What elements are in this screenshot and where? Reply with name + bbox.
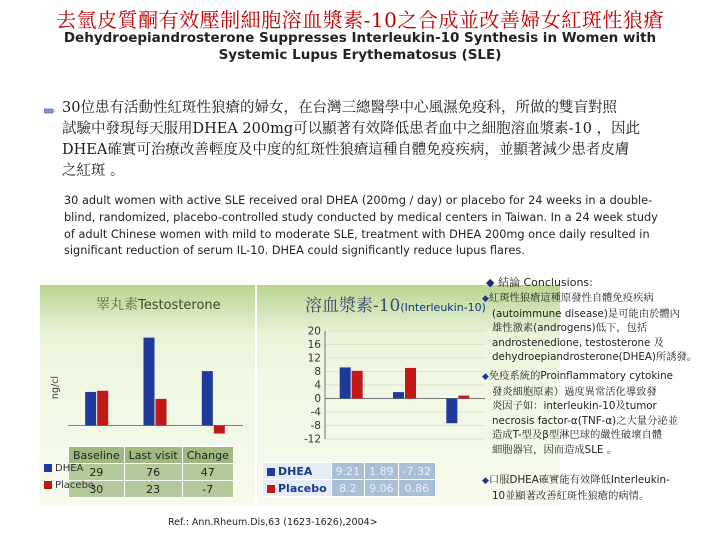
- bar-placebo: [156, 399, 167, 426]
- conclusion-text: 紅斑性狼瘡這種原發性自體免疫疾病: [488, 292, 654, 304]
- y-tick-label: -12: [303, 433, 321, 445]
- conclusion-line: 炎因子如：interleukin-10及tumor: [492, 400, 657, 412]
- table-cell: -7.32: [398, 463, 435, 480]
- table-row: [69, 464, 234, 481]
- legend-label: DHEA: [55, 463, 84, 474]
- table-cell: -7: [182, 481, 233, 498]
- testosterone-title-en: Testosterone: [138, 298, 221, 313]
- series-name: DHEA: [278, 464, 313, 478]
- bar-dhea: [144, 338, 155, 426]
- conclusion-line: androstenedione, testosterone 及: [492, 336, 664, 349]
- conclusion-item-2: [482, 369, 718, 457]
- il10-title-zh: 溶血漿素-10: [305, 296, 401, 316]
- title-english: [30, 30, 690, 64]
- diamond-bullet-icon: ◆: [482, 476, 489, 486]
- il10-data-table: [262, 462, 436, 497]
- title-english-line-1: Dehydroepiandrosterone Suppresses Interleukin-10 Synthesis in Women with: [63, 30, 657, 46]
- bar-placebo: [405, 368, 416, 399]
- testosterone-bar-chart: [40, 325, 255, 445]
- il10-title-en: (Interleukin-10): [400, 301, 486, 314]
- conclusion-line: dehydroepiandrosterone(DHEA)所誘發。: [492, 351, 698, 363]
- testosterone-chart-title: [96, 294, 221, 314]
- diamond-bullet-icon: ◆: [482, 372, 489, 382]
- table-cell: 23: [124, 481, 182, 498]
- y-tick-label: -4: [310, 406, 321, 419]
- table-cell: 9.06: [365, 480, 399, 497]
- table-cell: 29: [69, 464, 125, 481]
- table-header-row: [69, 447, 234, 464]
- pen-bullet-icon: [44, 106, 56, 116]
- conclusion-line: (autoimmune disease)是可能由於體內: [492, 307, 680, 320]
- dhea-swatch: [267, 468, 275, 476]
- y-tick-label: 12: [307, 352, 321, 365]
- table-cell: 0.86: [398, 480, 435, 497]
- english-summary-line: blind, randomized, placebo-controlled study conducted by medical centers in Taiwan. In a 24 week study: [64, 210, 658, 224]
- bar-dhea: [446, 399, 457, 424]
- bar-dhea: [393, 392, 404, 398]
- diamond-bullet-icon: ◆: [482, 294, 489, 304]
- table-row: [263, 480, 436, 497]
- y-tick-label: 8: [314, 366, 321, 378]
- series-name: Placebo: [278, 481, 327, 495]
- y-tick-label: 20: [307, 325, 321, 338]
- table-cell: 1.89: [365, 463, 399, 480]
- diamond-icon: ◆: [486, 276, 495, 289]
- dhea-swatch: [44, 464, 52, 472]
- placebo-swatch: [44, 481, 52, 489]
- table-cell: 9.21: [331, 463, 365, 480]
- chinese-summary-line: 30位患有活動性紅斑性狼瘡的婦女，在台灣三總醫學中心風濕免疫科，所做的雙盲對照: [62, 100, 617, 116]
- series-name-cell: [263, 463, 332, 480]
- y-tick-label: 0: [314, 393, 321, 405]
- title-english-line-2: Systemic Lupus Erythematosus (SLE): [218, 47, 502, 63]
- table-cell: 76: [124, 464, 182, 481]
- conclusion-text: 免疫系統的Proinflammatory cytokine: [488, 370, 674, 382]
- conclusions-heading: [486, 274, 593, 290]
- bar-placebo: [214, 425, 225, 433]
- english-summary-paragraph: [64, 193, 684, 260]
- conclusion-text: 口服DHEA確實能有效降低Interleukin-: [488, 474, 670, 486]
- english-summary-line: of adult Chinese women with mild to moderate SLE, treatment with DHEA 200mg once daily resulted in: [64, 227, 650, 241]
- conclusion-line: necrosis factor-α(TNF-α)之大量分泌並: [492, 414, 678, 427]
- bar-placebo: [97, 391, 108, 426]
- series-name-cell: [263, 480, 332, 497]
- bar-dhea: [202, 371, 213, 425]
- english-summary-line: 30 adult women with active SLE received oral DHEA (200mg / day) or placebo for 24 weeks in a double-: [64, 194, 653, 207]
- bar-placebo: [352, 371, 363, 399]
- table-row: [263, 463, 436, 480]
- table-cell: 30: [69, 481, 125, 498]
- header-cell: Last visit: [124, 447, 182, 464]
- conclusion-line: 雄性激素(androgens)低下，包括: [492, 322, 648, 334]
- conclusion-item-3: [482, 473, 718, 503]
- legend-dhea-left: [44, 463, 83, 474]
- legend-label: Placebo: [55, 480, 95, 491]
- conclusion-item-1: [482, 291, 718, 365]
- conclusions-heading-text: 結論 Conclusions:: [497, 276, 593, 289]
- conclusion-line: 造成T-型及β型淋巴球的嚴性破壞自體: [492, 429, 663, 441]
- conclusion-line: [482, 473, 718, 489]
- conclusion-line: 發炎細胞原素）過度異常活化導致發: [492, 385, 657, 398]
- conclusion-line: 細胞器官，因而造成SLE 。: [492, 443, 618, 456]
- conclusion-line: [482, 369, 718, 385]
- conclusion-line: 10並顯著改善紅斑性狼瘡的病情。: [492, 489, 650, 502]
- y-axis-label-ng: ng/cl: [50, 375, 62, 400]
- bar-placebo: [458, 396, 469, 399]
- y-tick-label: 16: [307, 339, 321, 351]
- chinese-summary-line: 之紅斑 。: [62, 163, 125, 179]
- il10-bar-chart: [257, 325, 497, 445]
- bar-dhea: [85, 392, 96, 426]
- y-tick-label: -8: [310, 420, 321, 432]
- header-cell: Baseline: [69, 447, 125, 464]
- conclusion-line: [482, 291, 718, 307]
- table-cell: 8.2: [331, 480, 365, 497]
- testosterone-title-zh: 睪丸素: [96, 297, 138, 313]
- legend-placebo-left: [44, 480, 94, 491]
- y-tick-label: 4: [314, 379, 321, 392]
- il10-chart-title: [305, 291, 486, 316]
- table-cell: 47: [182, 464, 233, 481]
- bar-dhea: [340, 367, 351, 398]
- title-chinese: 去氫皮質酮有效壓制細胞溶血漿素-10之合成並改善婦女紅斑性狼瘡: [56, 8, 664, 32]
- chinese-summary-line: DHEA確實可治療改善輕度及中度的紅斑性狼瘡這種自體免疫疾病，並顯著減少患者皮膚: [62, 142, 630, 158]
- chinese-summary-paragraph: [62, 98, 682, 182]
- english-summary-line: significant reduction of serum IL-10. DHEA could significantly reduce lupus flares.: [64, 244, 525, 258]
- chinese-summary-line: 試驗中發現每天服用DHEA 200mg可以顯著有效降低患者血中之細胞溶血漿素-10 ，因此: [62, 121, 641, 137]
- header-cell: Change: [182, 447, 233, 464]
- reference-citation: Ref.: Ann.Rheum.Dis,63 (1623-1626),2004>: [168, 517, 378, 528]
- placebo-swatch: [267, 485, 275, 493]
